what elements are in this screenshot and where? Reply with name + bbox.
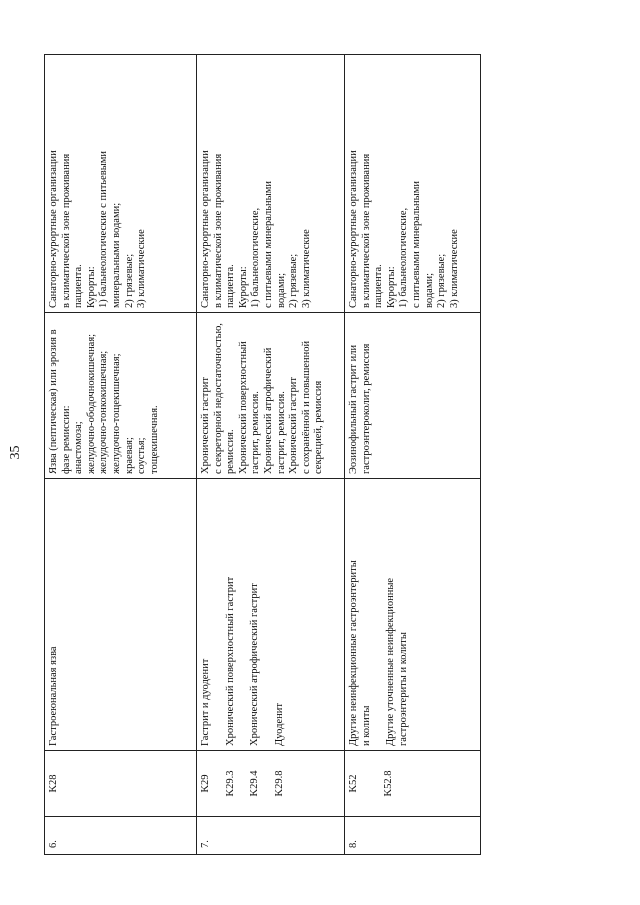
treatment-cell: [197, 55, 345, 313]
condition-line: желудочно-ободочнокишечная;: [85, 333, 97, 474]
condition-line: гастроэнтероколит, ремиссия: [360, 343, 372, 474]
treatment-line: водами;: [275, 272, 287, 308]
condition-line: желудочно-тонкокишечная;: [98, 350, 110, 474]
treatment-line: с питьевыми минеральными: [262, 181, 274, 308]
condition-line: Хронический атрофический: [262, 347, 274, 474]
icd-code: K29.3: [224, 770, 236, 797]
condition-line: ремиссия.: [225, 429, 237, 474]
table-row: [45, 55, 197, 855]
table-row: [345, 55, 481, 855]
disease-name: Хронический поверхностный гастрит: [224, 576, 236, 746]
disease-name: Гастрит и дуоденит: [200, 658, 211, 746]
disease-name: Другие неинфекционные гастроэнтериты: [348, 560, 359, 746]
disease-name: Дуоденит: [273, 703, 285, 746]
row-number: 6.: [45, 817, 197, 855]
treatment-line: Курорты:: [385, 266, 397, 308]
disease-name: гастроэнтериты и колиты: [397, 632, 409, 746]
icd-code: K29.4: [249, 770, 261, 797]
treatment-line: Санаторно-курортные организации: [200, 150, 211, 308]
icd-code: K28: [48, 774, 59, 793]
icd-code: K29: [200, 774, 211, 793]
table-row: [197, 55, 345, 855]
treatment-line: пациента.: [225, 264, 237, 308]
disease-cell: [345, 479, 481, 751]
condition-line: гастрит, ремиссия.: [250, 391, 262, 474]
condition-cell: [45, 313, 197, 479]
treatment-line: с питьевыми минеральными: [410, 181, 422, 308]
icd-code: K29.8: [273, 770, 285, 797]
condition-line: фазе ремиссии:: [60, 405, 72, 474]
treatment-line: Курорты:: [85, 266, 97, 308]
condition-line: Хронический поверхностный: [237, 341, 249, 474]
condition-line: Эозинофильный гастрит или: [348, 344, 359, 474]
condition-line: соустья;: [136, 437, 148, 474]
condition-line: тощекишечная.: [148, 405, 160, 474]
icd-code-cell: [345, 751, 481, 817]
disease-name: Другие уточненные неинфекционные: [385, 577, 397, 746]
disease-name: и колиты: [360, 705, 372, 746]
condition-line: Язва (пептическая) или эрозия в: [48, 329, 59, 474]
icd-code-cell: [45, 751, 197, 817]
disease-name: Гастроеюнальная язва: [48, 646, 59, 746]
page-number: 35: [8, 445, 23, 460]
icd-code: K52.8: [382, 770, 394, 797]
condition-line: краевая;: [123, 437, 135, 474]
treatment-line: 1) бальнеологические,: [250, 207, 262, 308]
treatment-line: Санаторно-курортные организации: [48, 150, 59, 308]
treatment-line: 3) климатические: [448, 229, 460, 308]
treatment-line: пациента.: [373, 264, 385, 308]
treatment-line: 2) грязевые;: [123, 253, 135, 308]
treatment-line: 1) бальнеологические с питьевыми: [98, 150, 110, 308]
treatment-line: 3) климатические: [300, 229, 312, 308]
treatment-line: в климатической зоне проживания: [212, 153, 224, 308]
condition-line: Хронический гастрит: [288, 377, 300, 474]
row-number: 7.: [197, 817, 345, 855]
condition-line: секрецией, ремиссия: [313, 380, 325, 474]
treatment-line: в климатической зоне проживания: [60, 153, 72, 308]
treatment-line: 2) грязевые;: [436, 253, 448, 308]
condition-line: анастомоза;: [73, 421, 85, 474]
condition-line: Хронический гастрит: [200, 377, 211, 474]
icd-code: K52: [348, 774, 359, 793]
treatment-line: пациента.: [73, 264, 85, 308]
condition-line: гастрит, ремиссия.: [275, 391, 287, 474]
disease-cell: [45, 479, 197, 751]
row-number: 8.: [345, 817, 481, 855]
condition-cell: [197, 313, 345, 479]
treatment-cell: [345, 55, 481, 313]
treatment-table: [44, 54, 481, 855]
disease-name: Хронический атрофический гастрит: [249, 583, 261, 746]
condition-line: с сохранённой и повышенной: [300, 340, 312, 474]
treatment-line: водами;: [423, 272, 435, 308]
condition-cell: [345, 313, 481, 479]
disease-cell: [197, 479, 345, 751]
condition-line: желудочно-тощекишечная;: [110, 353, 122, 474]
treatment-line: 1) бальнеологические,: [398, 207, 410, 308]
treatment-line: минеральными водами;: [110, 202, 122, 308]
treatment-line: 2) грязевые;: [288, 253, 300, 308]
treatment-line: Санаторно-курортные организации: [348, 150, 359, 308]
treatment-line: Курорты:: [237, 266, 249, 308]
treatment-line: 3) климатические: [136, 229, 148, 308]
treatment-cell: [45, 55, 197, 313]
treatment-line: в климатической зоне проживания: [360, 153, 372, 308]
icd-code-cell: [197, 751, 345, 817]
condition-line: с секреторной недостаточностью,: [212, 323, 224, 474]
